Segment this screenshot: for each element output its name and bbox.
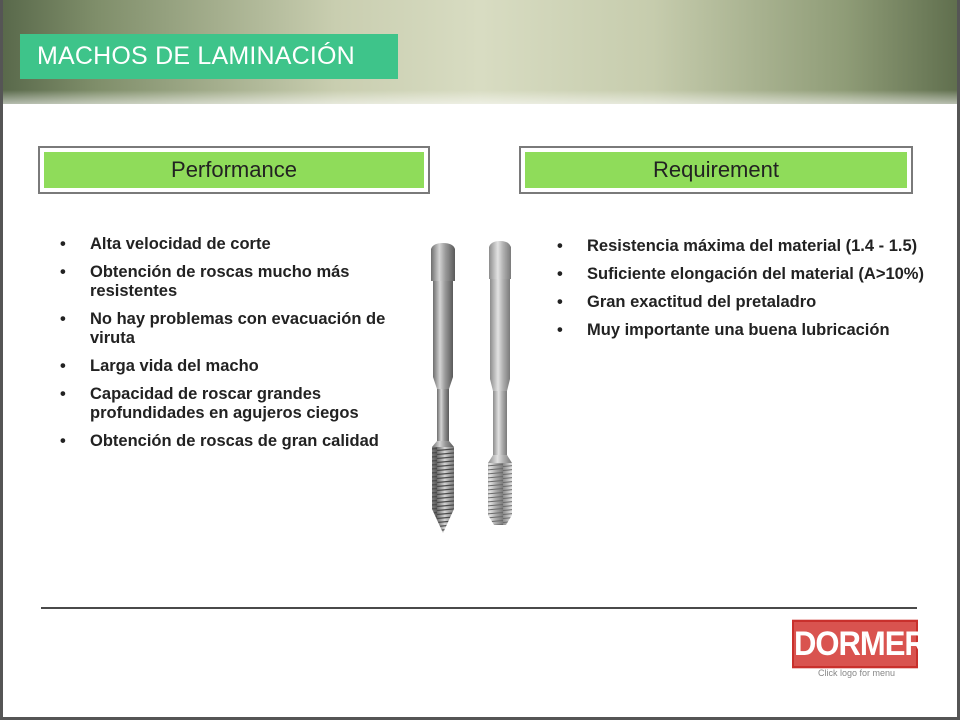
taps-image <box>415 235 535 545</box>
performance-heading: Performance <box>44 152 424 188</box>
performance-header <box>38 146 430 194</box>
bullet-icon: • <box>60 263 66 281</box>
requirement-header <box>519 146 913 194</box>
bullet-icon: • <box>557 265 563 283</box>
list-item: • Muy importante una buena lubricación <box>557 321 890 339</box>
list-item: • Suficiente elongación del material (A>10%) <box>557 265 924 283</box>
list-item: • Alta velocidad de corte <box>60 235 271 253</box>
slide-title: MACHOS DE LAMINACIÓN <box>20 34 398 79</box>
bullet-icon: • <box>60 385 66 403</box>
list-item: • Gran exactitud del pretaladro <box>557 293 817 311</box>
dormer-logo-button[interactable]: DORMER <box>792 620 918 668</box>
bullet-icon: • <box>60 432 66 450</box>
list-item: • Capacidad de roscar grandes profundidades en agujeros ciegos <box>60 385 359 422</box>
tap-left-icon <box>431 243 455 533</box>
performance-list <box>60 235 395 460</box>
bullet-icon: • <box>557 237 563 255</box>
bullet-icon: • <box>60 235 66 253</box>
requirement-heading: Requirement <box>525 152 907 188</box>
list-item: • Obtención de roscas mucho más resistentes <box>60 263 350 300</box>
bullet-icon: • <box>557 321 563 339</box>
tap-right-icon <box>488 241 512 525</box>
bullet-icon: • <box>60 357 66 375</box>
list-item: • No hay problemas con evacuación de viruta <box>60 310 386 347</box>
list-item: • Obtención de roscas de gran calidad <box>60 432 379 450</box>
divider-line <box>41 607 917 609</box>
list-item: • Resistencia máxima del material (1.4 - 1.5) <box>557 237 918 255</box>
frame-left-border <box>0 0 3 720</box>
logo-caption: Click logo for menu <box>818 668 896 678</box>
bullet-icon: • <box>557 293 563 311</box>
bullet-icon: • <box>60 310 66 328</box>
requirement-list <box>557 237 927 349</box>
list-item: • Larga vida del macho <box>60 357 259 375</box>
